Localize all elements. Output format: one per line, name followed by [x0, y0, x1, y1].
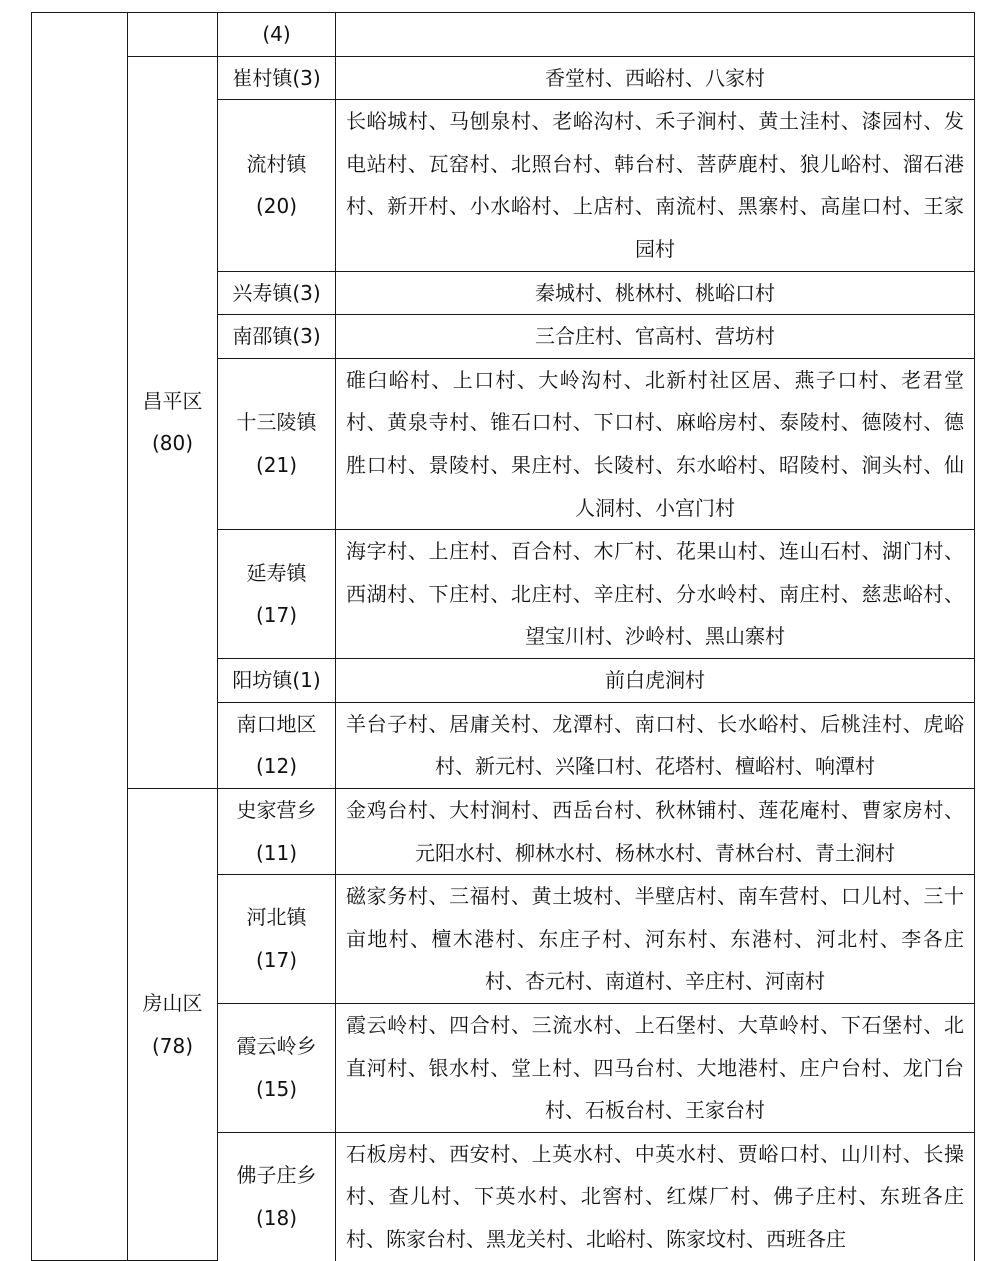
town-count: (17)	[255, 603, 298, 628]
villages-cell: 碓臼峪村、上口村、大岭沟村、北新村社区居、燕子口村、老君堂村、黄泉寺村、锥石口村、下口村、麻峪房村、泰陵村、德陵村、德胜口村、景陵村、果庄村、长陵村、东水峪村、昭陵村、涧头村、仙人洞村、小宫门村	[336, 358, 975, 529]
town-count: (12)	[255, 754, 298, 779]
district-cell	[128, 56, 218, 788]
town-name: 佛子庄乡	[236, 1163, 317, 1188]
town-name: 霞云岭乡	[236, 1034, 317, 1059]
villages-cell: 长峪城村、马刨泉村、老峪沟村、禾子涧村、黄土洼村、漆园村、发电站村、瓦窑村、北照台村、韩台村、菩萨鹿村、狼儿峪村、溜石港村、新开村、小水峪村、上店村、南流村、黑寨村、高崖口村、王家园村	[336, 100, 975, 271]
town-count: (21)	[255, 452, 298, 477]
town-name: 史家营乡	[236, 797, 317, 822]
district-count: (78)	[151, 1033, 194, 1058]
district-cell	[128, 13, 218, 57]
town-cell	[218, 702, 336, 788]
town-cell	[218, 788, 336, 874]
town-name: 延寿镇	[246, 560, 307, 585]
town-cell	[218, 100, 336, 271]
town-name: 兴寿镇(3)	[232, 280, 321, 305]
village-table	[31, 12, 975, 1261]
town-cell	[218, 271, 336, 315]
town-count: (11)	[255, 840, 298, 865]
district-cell	[128, 788, 218, 1260]
villages-cell: 香堂村、西峪村、八家村	[336, 56, 975, 100]
town-name: 十三陵镇	[236, 410, 317, 435]
region-cell	[32, 13, 128, 1261]
town-name: 河北镇	[246, 905, 307, 930]
villages-cell: 霞云岭村、四合村、三流水村、上石堡村、大草岭村、下石堡村、北直河村、银水村、堂上村、四马台村、大地港村、庄户台村、龙门台村、石板台村、王家台村	[336, 1003, 975, 1132]
town-cell: (4)	[218, 13, 336, 57]
town-count: (17)	[255, 947, 298, 972]
table-row	[32, 788, 975, 874]
town-name: 阳坊镇(1)	[232, 668, 321, 693]
villages-cell: 羊台子村、居庸关村、龙潭村、南口村、长水峪村、后桃洼村、虎峪村、新元村、兴隆口村、花塔村、檀峪村、响潭村	[336, 702, 975, 788]
town-cell	[218, 875, 336, 1004]
villages-cell: 石板房村、西安村、上英水村、中英水村、贾峪口村、山川村、长操村、查儿村、下英水村、北窖村、红煤厂村、佛子庄村、东班各庄村、陈家台村、黑龙关村、北峪村、陈家坟村、西班各庄	[336, 1132, 975, 1260]
villages-cell: 磁家务村、三福村、黄土坡村、半壁店村、南车营村、口儿村、三十亩地村、檀木港村、东庄子村、河东村、东港村、河北村、李各庄村、杏元村、南道村、辛庄村、河南村	[336, 875, 975, 1004]
villages-cell: 三合庄村、官高村、营坊村	[336, 315, 975, 359]
town-cell	[218, 530, 336, 659]
town-name: 南口地区	[236, 711, 317, 736]
town-name: 崔村镇(3)	[232, 65, 321, 90]
town-cell	[218, 56, 336, 100]
villages-cell: 秦城村、桃林村、桃峪口村	[336, 271, 975, 315]
town-cell	[218, 315, 336, 359]
villages-cell	[336, 13, 975, 57]
town-name: 南邵镇(3)	[232, 324, 321, 349]
town-cell	[218, 1132, 336, 1260]
town-name: 流村镇	[246, 151, 307, 176]
town-count: (20)	[255, 194, 298, 219]
district-name: 昌平区	[142, 388, 203, 413]
town-cell	[218, 358, 336, 529]
district-name: 房山区	[142, 990, 203, 1015]
table-row	[32, 56, 975, 100]
villages-cell: 前白虎涧村	[336, 659, 975, 703]
district-count: (80)	[151, 431, 194, 456]
town-cell	[218, 659, 336, 703]
town-count: (18)	[255, 1205, 298, 1230]
villages-cell: 海字村、上庄村、百合村、木厂村、花果山村、连山石村、湖门村、西湖村、下庄村、北庄村、辛庄村、分水岭村、南庄村、慈悲峪村、望宝川村、沙岭村、黑山寨村	[336, 530, 975, 659]
table-row	[32, 13, 975, 57]
town-count: (15)	[255, 1076, 298, 1101]
villages-cell: 金鸡台村、大村涧村、西岳台村、秋林铺村、莲花庵村、曹家房村、元阳水村、柳林水村、杨林水村、青林台村、青土涧村	[336, 788, 975, 874]
town-cell	[218, 1003, 336, 1132]
